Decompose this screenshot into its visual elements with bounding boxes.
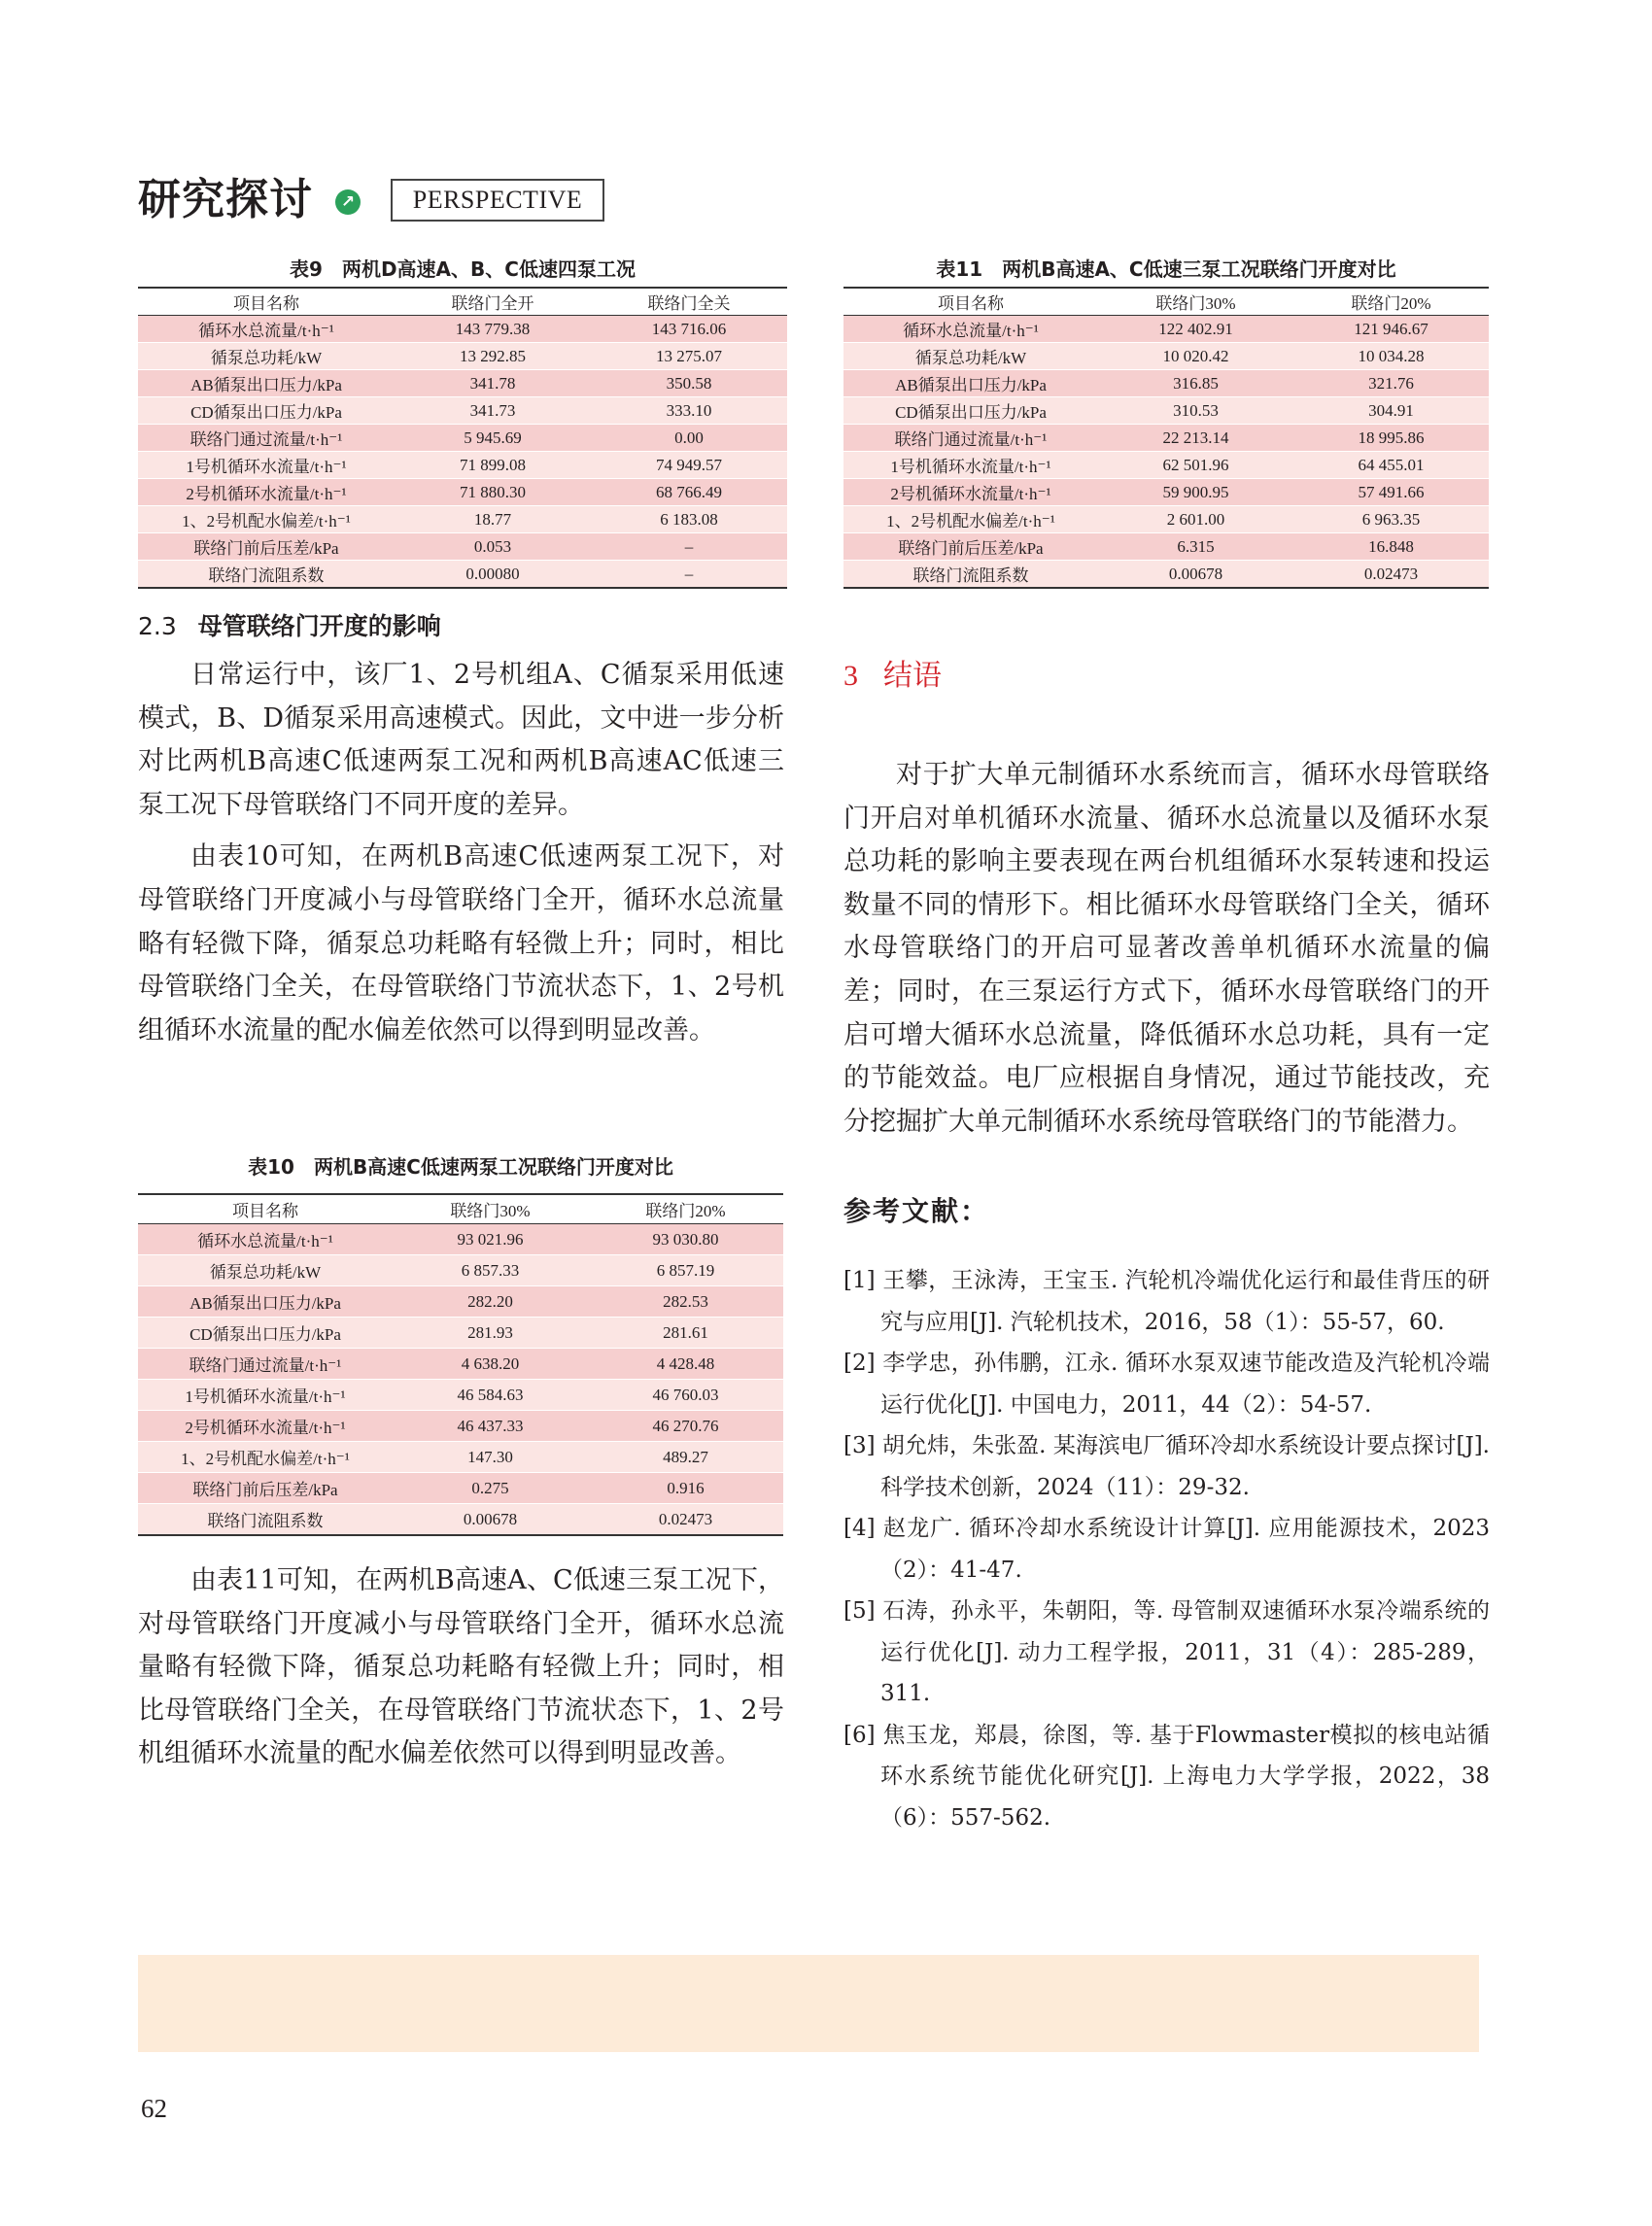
table-row — [843, 561, 1489, 589]
table-cell: 57 491.66 — [1293, 479, 1489, 506]
table-cell: 281.93 — [393, 1318, 588, 1349]
table-cell: 0.00678 — [393, 1504, 588, 1536]
table-cell: 0.00080 — [395, 561, 591, 589]
column-header: 项目名称 — [843, 288, 1098, 316]
table-cell: 1号机循环水流量/t·h⁻¹ — [138, 1380, 393, 1411]
table-cell: 6 857.19 — [588, 1255, 783, 1286]
table-row — [138, 425, 787, 452]
section-title: 结语 — [883, 659, 942, 693]
table-cell: 2号机循环水流量/t·h⁻¹ — [138, 1411, 393, 1442]
table-cell: 316.85 — [1098, 370, 1293, 397]
table-cell: 联络门前后压差/kPa — [843, 533, 1098, 561]
table-cell: 18 995.86 — [1293, 425, 1489, 452]
table-header-row — [843, 288, 1489, 316]
table-cell: 147.30 — [393, 1442, 588, 1473]
table-cell: 74 949.57 — [591, 452, 787, 479]
table-cell: 1号机循环水流量/t·h⁻¹ — [138, 452, 395, 479]
table-cell: 93 021.96 — [393, 1224, 588, 1255]
table-row — [843, 343, 1489, 370]
section-number: 3 — [843, 660, 858, 692]
table-row — [138, 397, 787, 425]
table-header-row — [138, 288, 787, 316]
column-title: 研究探讨 — [138, 175, 313, 224]
table-cell: 281.61 — [588, 1318, 783, 1349]
table-cell: 1号机循环水流量/t·h⁻¹ — [843, 452, 1098, 479]
table-cell: 282.20 — [393, 1286, 588, 1318]
column-header: 联络门20% — [588, 1194, 783, 1224]
table-cell: 121 946.67 — [1293, 316, 1489, 343]
table-cell: 联络门通过流量/t·h⁻¹ — [138, 1349, 393, 1380]
table-cell: 321.76 — [1293, 370, 1489, 397]
table-cell: 304.91 — [1293, 397, 1489, 425]
table-cell: 循泵总功耗/kW — [843, 343, 1098, 370]
arrow-badge-icon: ↗ — [335, 189, 361, 215]
footer-band — [138, 1955, 1479, 2052]
page-number: 62 — [141, 2094, 167, 2123]
table11 — [843, 287, 1489, 589]
table-row — [138, 370, 787, 397]
table-row — [138, 506, 787, 533]
table-cell: 13 292.85 — [395, 343, 591, 370]
table-cell: 联络门前后压差/kPa — [138, 1473, 393, 1504]
table-cell: 46 760.03 — [588, 1380, 783, 1411]
table-cell: 循环水总流量/t·h⁻¹ — [843, 316, 1098, 343]
table-cell: 68 766.49 — [591, 479, 787, 506]
table-cell: 143 779.38 — [395, 316, 591, 343]
table-cell: 6 183.08 — [591, 506, 787, 533]
column-header: 联络门30% — [393, 1194, 588, 1224]
column-header: 联络门全开 — [395, 288, 591, 316]
table-cell: 2号机循环水流量/t·h⁻¹ — [138, 479, 395, 506]
reference-item: [2] 李学忠，孙伟鹏，江永. 循环水泵双速节能改造及汽轮机冷端运行优化[J]. 中国电力，2011，44（2）：54-57. — [843, 1351, 1490, 1418]
table-cell: 10 034.28 — [1293, 343, 1489, 370]
table-row — [843, 425, 1489, 452]
column-header: 联络门20% — [1293, 288, 1489, 316]
table-cell: 59 900.95 — [1098, 479, 1293, 506]
table11-block — [843, 257, 1489, 589]
table-cell: 2号机循环水流量/t·h⁻¹ — [843, 479, 1098, 506]
table-cell: 0.02473 — [588, 1504, 783, 1536]
table-cell: 联络门流阻系数 — [138, 561, 395, 589]
table-row — [138, 1504, 783, 1536]
table-row — [138, 1286, 783, 1318]
table-cell: 0.916 — [588, 1473, 783, 1504]
table-cell: AB循泵出口压力/kPa — [843, 370, 1098, 397]
table10-block — [138, 1154, 783, 1536]
table-cell: 1、2号机配水偏差/t·h⁻¹ — [138, 1442, 393, 1473]
table-cell: 1、2号机配水偏差/t·h⁻¹ — [843, 506, 1098, 533]
table-row — [843, 533, 1489, 561]
section-label: PERSPECTIVE — [391, 179, 604, 222]
table-cell: 0.275 — [393, 1473, 588, 1504]
table-cell: 0.02473 — [1293, 561, 1489, 589]
table-cell: 350.58 — [591, 370, 787, 397]
section-heading-3 — [843, 657, 1490, 696]
table-cell: 联络门通过流量/t·h⁻¹ — [138, 425, 395, 452]
section-heading-2-3 — [138, 610, 784, 643]
table-cell: 联络门前后压差/kPa — [138, 533, 395, 561]
table-row — [138, 1473, 783, 1504]
table-row — [138, 479, 787, 506]
reference-item: [6] 焦玉龙，郑晨，徐图，等. 基于Flowmaster模拟的核电站循环水系统节能优化研究[J]. 上海电力大学学报，2022，38（6）：557-562. — [843, 1722, 1490, 1831]
section-title: 母管联络门开度的影响 — [197, 612, 441, 640]
table9-caption: 表9 两机D高速A、B、C低速四泵工况 — [290, 257, 636, 281]
table-row — [843, 452, 1489, 479]
table-cell: 93 030.80 — [588, 1224, 783, 1255]
table-cell: 16.848 — [1293, 533, 1489, 561]
table-cell: 联络门流阻系数 — [843, 561, 1098, 589]
column-header: 联络门30% — [1098, 288, 1293, 316]
table-cell: 46 584.63 — [393, 1380, 588, 1411]
table-cell: 5 945.69 — [395, 425, 591, 452]
reference-item: [5] 石涛，孙永平，朱朝阳，等. 母管制双速循环水泵冷端系统的运行优化[J]. 动力工程学报，2011，31（4）：285-289，311. — [843, 1598, 1490, 1707]
right-column — [843, 657, 1490, 1838]
table-cell: CD循泵出口压力/kPa — [138, 397, 395, 425]
table-cell: 循环水总流量/t·h⁻¹ — [138, 316, 395, 343]
table-cell: 341.78 — [395, 370, 591, 397]
table-cell: 6 963.35 — [1293, 506, 1489, 533]
table-cell: 13 275.07 — [591, 343, 787, 370]
table-cell: CD循泵出口压力/kPa — [138, 1318, 393, 1349]
table-row — [138, 316, 787, 343]
table-row — [138, 1349, 783, 1380]
table-cell: 341.73 — [395, 397, 591, 425]
table-cell: 143 716.06 — [591, 316, 787, 343]
table-row — [138, 1255, 783, 1286]
table-cell: 6 857.33 — [393, 1255, 588, 1286]
column-header: 项目名称 — [138, 1194, 393, 1224]
table-cell: 4 428.48 — [588, 1349, 783, 1380]
table10 — [138, 1193, 783, 1536]
table-cell: 4 638.20 — [393, 1349, 588, 1380]
table-row — [138, 1380, 783, 1411]
table-cell: 2 601.00 — [1098, 506, 1293, 533]
table-row — [138, 533, 787, 561]
body-paragraph: 由表10可知，在两机B高速C低速两泵工况下，对母管联络门开度减小与母管联络门全开，循环水总流量略有轻微下降，循泵总功耗略有轻微上升；同时，相比母管联络门全关，在母管联络门节流状态下，1、2号机组循环水流量的配水偏差依然可以得到明显改善。 — [138, 841, 784, 1045]
table-cell: 64 455.01 — [1293, 452, 1489, 479]
left-column — [138, 610, 784, 1052]
table-row — [138, 1318, 783, 1349]
table-cell: 0.00 — [591, 425, 787, 452]
table-cell: 循泵总功耗/kW — [138, 1255, 393, 1286]
table-cell: 282.53 — [588, 1286, 783, 1318]
table-cell: AB循泵出口压力/kPa — [138, 1286, 393, 1318]
table-row — [843, 479, 1489, 506]
table-cell: 122 402.91 — [1098, 316, 1293, 343]
references-list — [843, 1260, 1490, 1838]
table-cell: AB循泵出口压力/kPa — [138, 370, 395, 397]
table-cell: 22 213.14 — [1098, 425, 1293, 452]
table9-block — [138, 257, 787, 589]
body-paragraph: 日常运行中，该厂1、2号机组A、C循泵采用低速模式，B、D循泵采用高速模式。因此，文中进一步分析对比两机B高速C低速两泵工况和两机B高速AC低速三泵工况下母管联络门不同开度的差异。 — [138, 660, 784, 820]
section-number: 2.3 — [138, 612, 177, 640]
column-header: 项目名称 — [138, 288, 395, 316]
table-cell: 489.27 — [588, 1442, 783, 1473]
table-cell: 联络门通过流量/t·h⁻¹ — [843, 425, 1098, 452]
table-cell: 循泵总功耗/kW — [138, 343, 395, 370]
table-cell: 联络门流阻系数 — [138, 1504, 393, 1536]
table-cell: – — [591, 561, 787, 589]
table-cell: 0.00678 — [1098, 561, 1293, 589]
table-cell: 71 899.08 — [395, 452, 591, 479]
table-row — [138, 343, 787, 370]
table11-caption: 表11 两机B高速A、C低速三泵工况联络门开度对比 — [936, 257, 1396, 281]
column-header: 联络门全关 — [591, 288, 787, 316]
table-row — [138, 1411, 783, 1442]
table-row — [138, 452, 787, 479]
table-row — [138, 561, 787, 589]
body-paragraph: 对于扩大单元制循环水系统而言，循环水母管联络门开启对单机循环水流量、循环水总流量以及循环水泵总功耗的影响主要表现在两台机组循环水泵转速和投运数量不同的情形下。相比循环水母管联络门全关，循环水母管联络门的开启可显著改善单机循环水流量的偏差；同时，在三泵运行方式下，循环水母管联络门的开启可增大循环水总流量，降低循环水总功耗，具有一定的节能效益。电厂应根据自身情况，通过节能技改，充分挖掘扩大单元制循环水系统母管联络门的节能潜力。 — [843, 760, 1490, 1137]
table-cell: – — [591, 533, 787, 561]
table-cell: 46 437.33 — [393, 1411, 588, 1442]
table-cell: 333.10 — [591, 397, 787, 425]
reference-item: [1] 王攀，王泳涛，王宝玉. 汽轮机冷端优化运行和最佳背压的研究与应用[J]. 汽轮机技术，2016，58（1）：55-57，60. — [843, 1268, 1490, 1335]
table-cell: 71 880.30 — [395, 479, 591, 506]
table-header-row — [138, 1194, 783, 1224]
table-cell: 10 020.42 — [1098, 343, 1293, 370]
table9 — [138, 287, 787, 589]
table-cell: 6.315 — [1098, 533, 1293, 561]
body-paragraph: 由表11可知，在两机B高速A、C低速三泵工况下，对母管联络门开度减小与母管联络门全开，循环水总流量略有轻微下降，循泵总功耗略有轻微上升；同时，相比母管联络门全关，在母管联络门节流状态下，1、2号机组循环水流量的配水偏差依然可以得到明显改善。 — [138, 1565, 784, 1769]
left-column-continued — [138, 1559, 784, 1776]
reference-item: [3] 胡允炜，朱张盈. 某海滨电厂循环冷却水系统设计要点探讨[J]. 科学技术创新，2024（11）：29-32. — [843, 1433, 1490, 1500]
table-cell: 18.77 — [395, 506, 591, 533]
table-row — [843, 397, 1489, 425]
references-heading: 参考文献： — [843, 1195, 990, 1228]
reference-item: [4] 赵龙广. 循环冷却水系统设计计算[J]. 应用能源技术，2023（2）：41-47. — [843, 1516, 1490, 1583]
table-row — [843, 316, 1489, 343]
table-row — [843, 370, 1489, 397]
table-cell: 310.53 — [1098, 397, 1293, 425]
table-cell: 1、2号机配水偏差/t·h⁻¹ — [138, 506, 395, 533]
table-cell: 62 501.96 — [1098, 452, 1293, 479]
table-cell: 46 270.76 — [588, 1411, 783, 1442]
table-cell: 循环水总流量/t·h⁻¹ — [138, 1224, 393, 1255]
table-row — [138, 1442, 783, 1473]
table10-caption: 表10 两机B高速C低速两泵工况联络门开度对比 — [248, 1155, 673, 1179]
table-row — [138, 1224, 783, 1255]
table-cell: 0.053 — [395, 533, 591, 561]
table-row — [843, 506, 1489, 533]
table-cell: CD循泵出口压力/kPa — [843, 397, 1098, 425]
